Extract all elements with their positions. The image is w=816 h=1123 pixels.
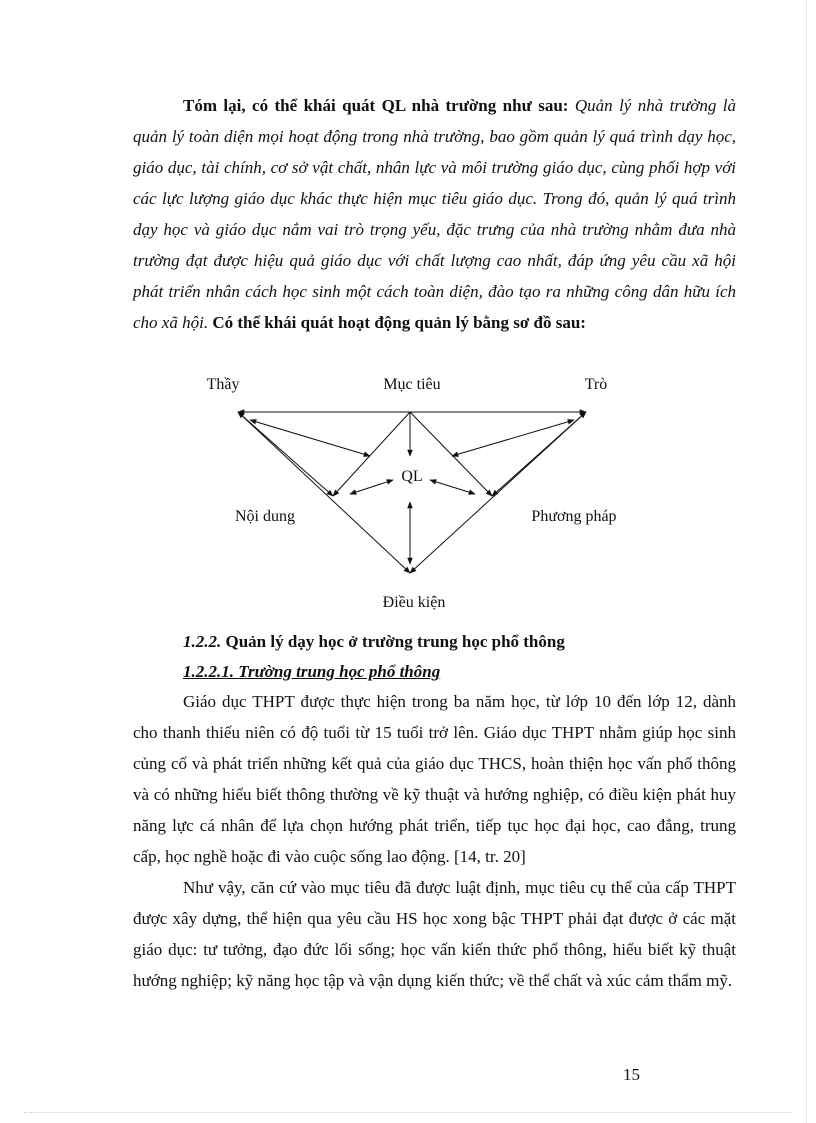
page-edge	[806, 0, 816, 1123]
goals-paragraph	[133, 872, 736, 996]
node-content: Nội dung	[235, 508, 295, 525]
edge-goal-content	[333, 412, 410, 496]
section-title-1-2-2-1: Trường trung học phổ thông	[238, 662, 441, 681]
goals-text: Như vậy, căn cứ vào mục tiêu đã được luật định, mục tiêu cụ thể của cấp THPT được xây dựng, thể hiện qua yêu cầu HS học xong bậc THPT phải đạt được ở các mặt giáo dục: tư tưởng, đạo đức lối sống; học vấn kiến thức phổ thông, hiểu biết kỹ thuật hướng nghiệp; kỹ năng học tập và vận dụng kiến thức; về thể chất và xúc cảm thẩm mỹ.	[133, 878, 736, 990]
thpt-paragraph	[133, 686, 736, 872]
edge-ql-method	[430, 480, 475, 494]
section-number-1-2-2-1: 1.2.2.1.	[183, 662, 234, 681]
node-ql: QL	[401, 468, 423, 485]
edge-student-method	[492, 412, 586, 496]
thpt-text: Giáo dục THPT được thực hiện trong ba năm học, từ lớp 10 đến lớp 12, dành cho thanh thiếu niên có độ tuổi từ 15 tuổi trở lên. Giáo dục THPT nhằm giúp học sinh củng cố và phát triển những kết quả của giáo dục THCS, hoàn thiện học vấn phổ thông và có những hiểu biết thông thường về kỹ thuật và hướng nghiệp, có điều kiện phát huy năng lực cá nhân để lựa chọn hướng phát triển, tiếp tục học đại học, cao đẳng, trung cấp, học nghề hoặc đi vào cuộc sống lao động. [14, tr. 20]	[133, 692, 736, 866]
edge-student-ql	[452, 420, 574, 456]
management-diagram	[190, 368, 640, 618]
node-goal: Mục tiêu	[383, 376, 441, 393]
page-number: 15	[623, 1065, 640, 1084]
node-conditions: Điều kiện	[382, 594, 446, 611]
node-student: Trò	[584, 376, 608, 393]
section-number-1-2-2: 1.2.2.	[183, 632, 222, 651]
node-teacher: Thầy	[206, 376, 240, 393]
summary-definition: Quản lý nhà trường là quản lý toàn diện mọi hoạt động trong nhà trường, bao gồm quản lý quá trình dạy học, giáo dục, tài chính, cơ sở vật chất, nhân lực và môi trường giáo dục, cùng phối hợp với các lực lượng giáo dục khác thực hiện mục tiêu giáo dục. Trong đó, quản lý quá trình dạy học và giáo dục nắm vai trò trọng yếu, đặc trưng của nhà trường nhằm đưa nhà trường đạt được hiệu quả giáo dục với chất lượng cao nhất, đáp ứng yêu cầu xã hội phát triển nhân cách học sinh một cách toàn diện, đào tạo ra những công dân hữu ích cho xã hội.	[133, 96, 737, 332]
summary-lead: Tóm lại, có thể khái quát QL nhà trường như sau:	[183, 96, 569, 115]
node-method: Phương pháp	[531, 508, 617, 525]
edge-teacher-conditions	[238, 412, 410, 573]
summary-tail: Có thể khái quát hoạt động quản lý bằng sơ đồ sau:	[212, 313, 586, 332]
page-bottom-border	[24, 1112, 792, 1113]
section-title-1-2-2: Quản lý dạy học ở trường trung học phổ thông	[225, 632, 565, 651]
section-heading-1-2-2-1	[183, 662, 440, 682]
section-heading-1-2-2	[183, 632, 565, 652]
edge-teacher-content	[238, 412, 333, 496]
summary-paragraph	[133, 90, 736, 338]
edge-ql-content	[350, 480, 393, 494]
